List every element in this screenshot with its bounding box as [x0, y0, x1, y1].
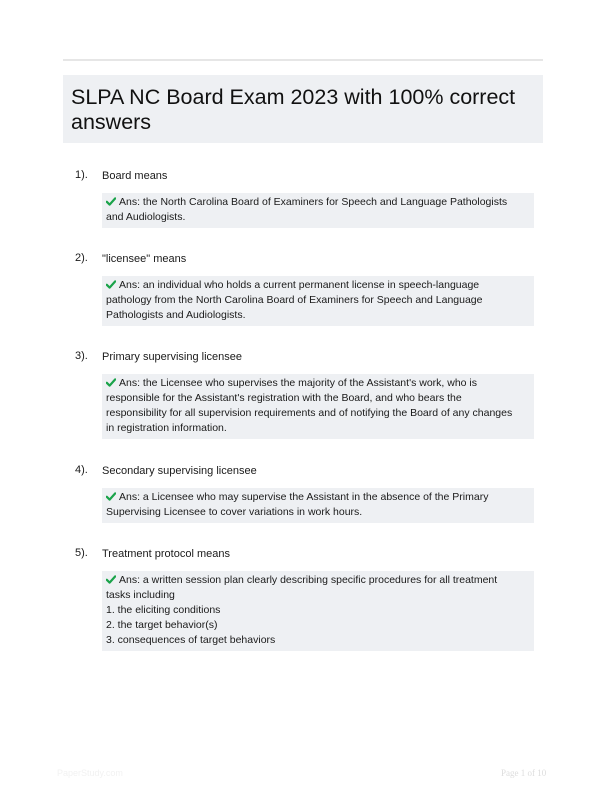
answer-line: Ans: the Licensee who supervises the majority of the Assistant's work, who is: [106, 376, 530, 391]
answer-line: Ans: the North Carolina Board of Examiners for Speech and Language Pathologists: [106, 195, 530, 210]
question-item-2: [63, 250, 543, 326]
answer-line: Ans: an individual who holds a current permanent license in speech-language: [106, 278, 530, 293]
answer-line: and Audiologists.: [106, 211, 186, 223]
question-item-3: [63, 348, 543, 439]
question-item-5: [63, 545, 543, 651]
answer-line: 1. the eliciting conditions: [106, 604, 221, 616]
question-text: Treatment protocol means: [102, 548, 230, 560]
question-text: Primary supervising licensee: [102, 351, 242, 363]
question-number: 3).: [75, 350, 88, 362]
check-icon: [106, 280, 116, 289]
answer-line: Ans: a Licensee who may supervise the Assistant in the absence of the Primary: [106, 490, 530, 505]
footer-site-watermark: PaperStudy.com: [57, 768, 123, 778]
answer-box: [102, 374, 534, 439]
answer-line: responsible for the Assistant's registration with the Board, and who bears the: [106, 392, 462, 404]
question-number: 4).: [75, 464, 88, 476]
answer-line: 2. the target behavior(s): [106, 619, 218, 631]
question-item-4: [63, 462, 543, 523]
answer-line: Ans: a written session plan clearly describing specific procedures for all treatment: [106, 573, 530, 588]
question-number: 2).: [75, 252, 88, 264]
answer-line: Pathologists and Audiologists.: [106, 309, 246, 321]
answer-line: tasks including: [106, 589, 175, 601]
title-banner: [63, 75, 543, 143]
answer-line: 3. consequences of target behaviors: [106, 634, 276, 646]
question-item-1: [63, 167, 543, 228]
question-number: 1).: [75, 169, 88, 181]
answer-box: [102, 193, 534, 228]
check-icon: [106, 197, 116, 206]
question-text: Secondary supervising licensee: [102, 465, 257, 477]
check-icon: [106, 575, 116, 584]
document-title: SLPA NC Board Exam 2023 with 100% correct answers: [71, 85, 516, 134]
top-divider: [63, 59, 543, 61]
question-text: "licensee" means: [102, 253, 187, 265]
question-text: Board means: [102, 170, 168, 182]
answer-line: pathology from the North Carolina Board of Examiners for Speech and Language: [106, 294, 483, 306]
check-icon: [106, 492, 116, 501]
answer-line: responsibility for all supervision requirements and of notifying the Board of any changes: [106, 407, 513, 419]
question-number: 5).: [75, 547, 88, 559]
page-number: Page 1 of 10: [501, 768, 547, 778]
answer-line: Supervising Licensee to cover variations in work hours.: [106, 506, 363, 518]
answer-box: [102, 276, 534, 326]
answer-box: [102, 488, 534, 523]
answer-box: [102, 571, 534, 651]
answer-line: in registration information.: [106, 422, 227, 434]
check-icon: [106, 378, 116, 387]
